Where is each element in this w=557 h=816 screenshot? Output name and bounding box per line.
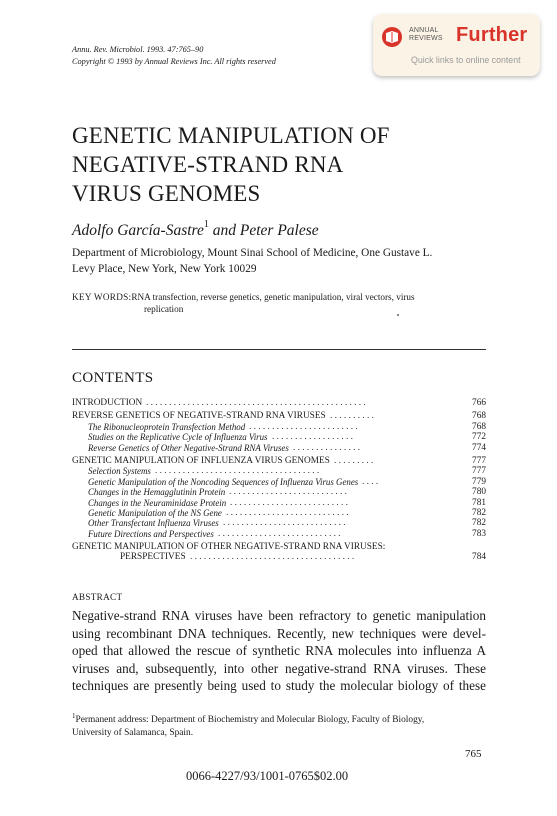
citation-line: Annu. Rev. Microbiol. 1993. 47:765–90: [72, 45, 204, 54]
authors: [72, 221, 319, 240]
affiliation-line: Levy Place, New York, New York 10029: [72, 263, 257, 275]
toc-entry-text: Genetic Manipulation of the NS Gene: [88, 507, 222, 518]
abstract-heading: ABSTRACT: [72, 592, 123, 602]
article-title: [72, 121, 390, 208]
abstract-line: oped that allowed the rescue of synthetic RNA molecules into influenza A: [72, 643, 486, 658]
author-footnote-mark: 1: [203, 219, 209, 230]
toc-page: 772: [472, 432, 486, 443]
contents-heading: CONTENTS: [72, 370, 154, 386]
title-line: NEGATIVE-STRAND RNA: [72, 152, 344, 177]
abstract-body: [72, 607, 486, 695]
toc-entry: [72, 529, 486, 539]
keywords-text: RNA transfection, reverse genetics, genetic manipulation, viral vectors, virus: [131, 292, 415, 302]
toc-leader: ..........................: [230, 497, 351, 508]
toc-entry-text: INTRODUCTION: [72, 398, 143, 408]
toc-page: 768: [472, 411, 486, 422]
toc-leader: ...............: [293, 442, 363, 453]
further-quicklinks-banner[interactable]: [373, 14, 540, 76]
toc-page: 782: [472, 518, 486, 529]
title-line: VIRUS GENOMES: [72, 181, 261, 206]
abstract-line: techniques are presently being used to study the molecular biology of these: [72, 678, 486, 693]
quicklinks-text: Quick links to online content: [411, 55, 521, 65]
toc-entry-text: Changes in the Hemagglutinin Protein: [88, 487, 226, 498]
scan-speck: [397, 314, 399, 316]
toc-entry: [72, 411, 486, 421]
toc-entry: [72, 508, 486, 518]
author-2: and Peter Palese: [208, 222, 319, 240]
toc-entry: [72, 456, 486, 466]
toc-entry-text: Genetic Manipulation of the Noncoding Sequences of Influenza Virus Genes: [88, 476, 359, 487]
annual-reviews-wordmark: [409, 27, 443, 43]
keywords: [72, 291, 492, 315]
toc-page: 777: [472, 466, 486, 477]
toc-entry: [72, 518, 486, 528]
toc-page: 782: [472, 507, 486, 518]
toc-entry-text: Other Transfectant Influenza Viruses: [88, 518, 219, 529]
toc-leader: ....................................: [155, 466, 322, 477]
toc-page: 780: [472, 487, 486, 498]
toc-leader: ................................................: [146, 398, 368, 408]
author-1: Adolfo García-Sastre: [72, 222, 204, 240]
toc-entry: [72, 398, 486, 408]
toc-entry: [72, 466, 486, 476]
article-code: 0066-4227/93/1001-0765$02.00: [186, 769, 349, 783]
toc-entry: [72, 542, 486, 552]
toc-entry: [72, 552, 486, 562]
footnote-mark: 1: [72, 712, 76, 720]
page-number: 765: [465, 748, 482, 760]
toc-page: 781: [472, 497, 486, 508]
toc-leader: ...........................: [226, 507, 351, 518]
affiliation: [72, 245, 432, 277]
divider: [72, 349, 486, 350]
toc-entry-text: PERSPECTIVES: [120, 552, 186, 563]
further-label: Further: [456, 24, 528, 46]
copyright-line: Copyright © 1993 by Annual Reviews Inc. All rights reserved: [72, 57, 276, 66]
toc-entry: [72, 443, 486, 453]
annual-reviews-logo-icon: [382, 27, 402, 47]
toc-entry-text: Reverse Genetics of Other Negative-Strand RNA Viruses: [88, 442, 289, 453]
toc-entry-text: The Ribonucleoprotein Transfection Method: [88, 421, 246, 432]
toc-page: 783: [472, 528, 486, 539]
toc-leader: .........: [334, 455, 376, 466]
toc-entry: [72, 477, 486, 487]
title-line: GENETIC MANIPULATION OF: [72, 123, 390, 148]
abstract-line: using recombinant DNA techniques. Recently, new techniques were devel-: [72, 625, 486, 641]
toc-leader: ..................: [272, 432, 356, 443]
toc-leader: ....................................: [190, 552, 357, 563]
toc-page: 766: [472, 398, 486, 408]
toc-page: 768: [472, 421, 486, 432]
brand-line-1: ANNUAL: [409, 27, 439, 34]
table-of-contents: [72, 398, 486, 563]
affiliation-line: Department of Microbiology, Mount Sinai School of Medicine, One Gustave L.: [72, 247, 433, 259]
toc-leader: ..........................: [229, 487, 350, 498]
journal-citation: [72, 44, 276, 68]
toc-page: 774: [472, 442, 486, 453]
keywords-text-continued: replication: [144, 304, 184, 314]
toc-leader: ..........: [330, 411, 377, 422]
abstract-line: Negative-strand RNA viruses have been refractory to genetic manipulation: [72, 608, 486, 623]
toc-page: 784: [472, 552, 486, 563]
toc-entry: [72, 487, 486, 497]
toc-entry: [72, 422, 486, 432]
brand-line-2: REVIEWS: [409, 35, 443, 42]
toc-entry-text: Future Directions and Perspectives: [88, 528, 214, 539]
toc-entry-text: Changes in the Neuraminidase Protein: [88, 497, 227, 508]
toc-leader: ...........................: [218, 528, 343, 539]
footnote-text-continued: University of Salamanca, Spain.: [72, 728, 194, 739]
toc-entry: [72, 432, 486, 442]
abstract-line: viruses and, subsequently, into other negative-strand RNA viruses. These: [72, 660, 486, 676]
toc-entry-text: GENETIC MANIPULATION OF INFLUENZA VIRUS GENOMES: [72, 455, 330, 466]
toc-entry-text: Selection Systems: [88, 466, 151, 477]
toc-entry-text: REVERSE GENETICS OF NEGATIVE-STRAND RNA VIRUSES: [72, 411, 326, 422]
toc-page: 779: [472, 476, 486, 487]
toc-leader: ........................: [249, 421, 360, 432]
toc-leader: ....: [362, 476, 381, 487]
toc-entry-text: Studies on the Replicative Cycle of Influenza Virus: [88, 432, 268, 443]
footnote-text: Permanent address: Department of Biochemistry and Molecular Biology, Faculty of Biology,: [75, 715, 425, 726]
toc-entry: [72, 498, 486, 508]
footnote: [72, 710, 492, 740]
keywords-label: KEY WORDS:: [72, 292, 132, 302]
toc-page: 777: [472, 455, 486, 466]
toc-leader: ...........................: [223, 518, 348, 529]
toc-entry-text: GENETIC MANIPULATION OF OTHER NEGATIVE-STRAND RNA VIRUSES:: [72, 542, 386, 553]
